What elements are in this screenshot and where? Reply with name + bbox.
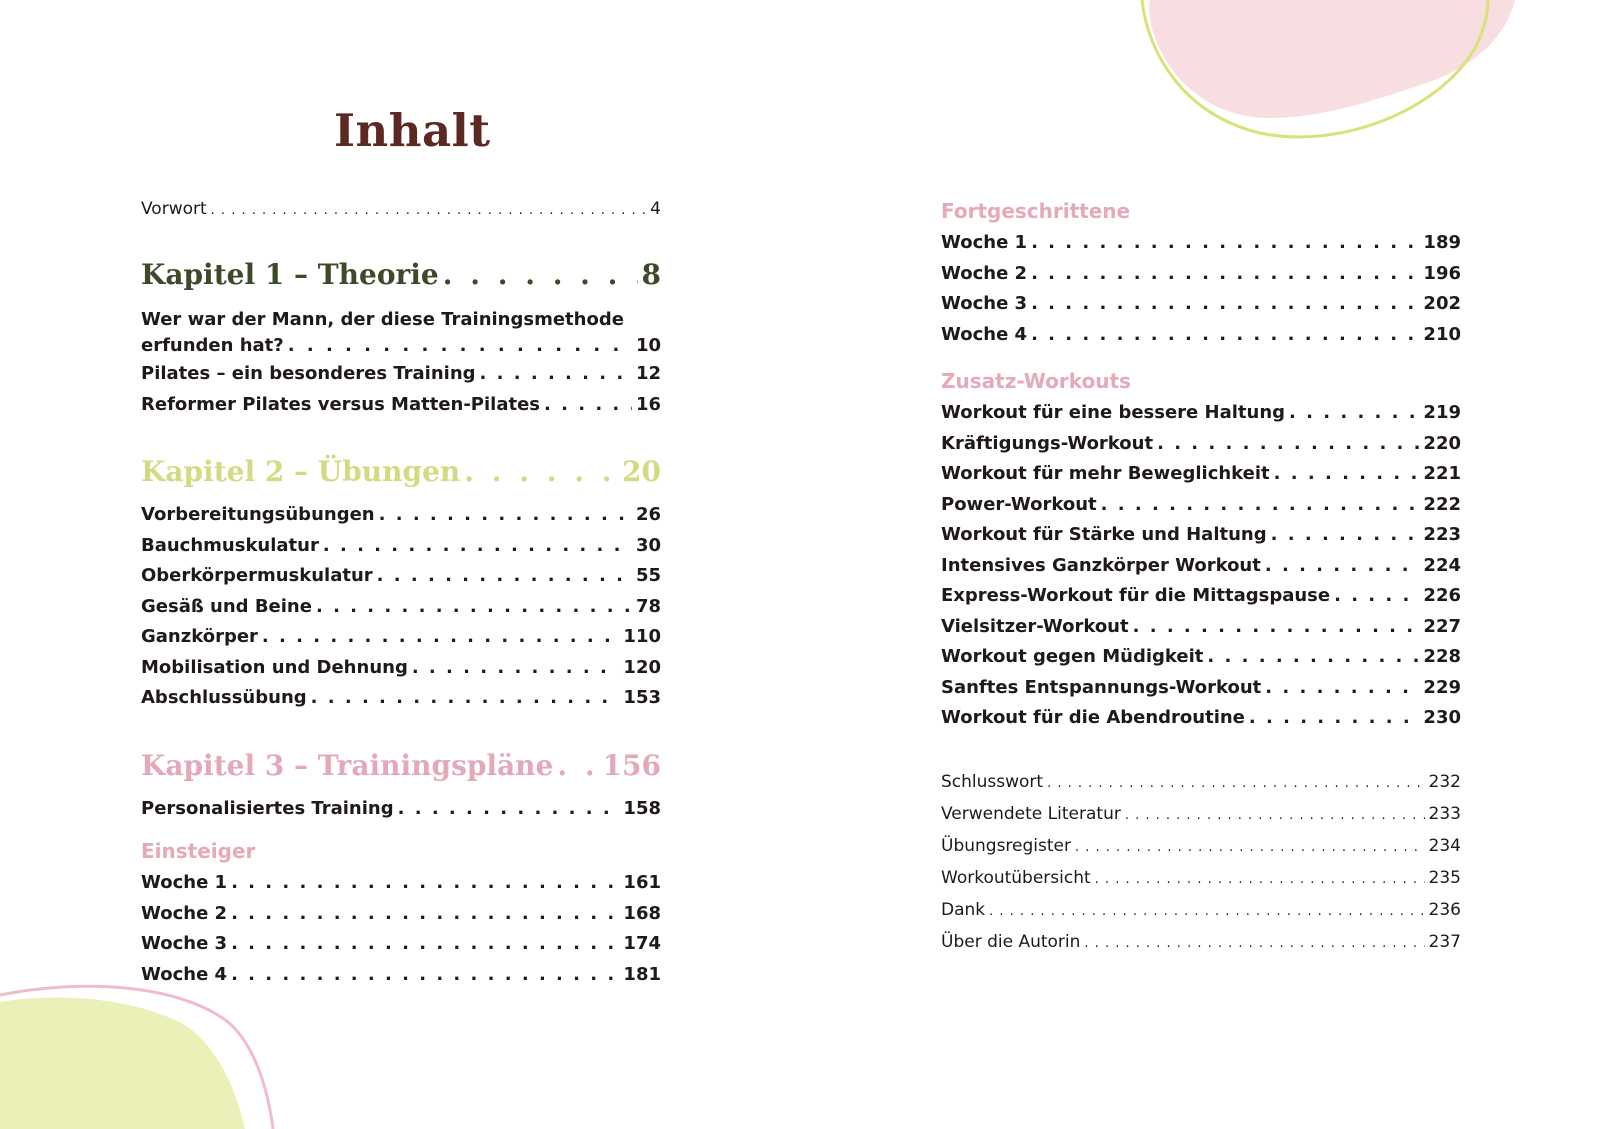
leader-dots	[989, 896, 1424, 928]
leader-dots	[1031, 289, 1419, 320]
toc-entry[interactable]: Woche 1 . . . 161	[141, 868, 661, 899]
toc-entry[interactable]: Workout gegen Müdigkeit . . . 228	[941, 642, 1461, 673]
leader-dots	[1249, 703, 1420, 734]
toc-entry-reformer-pilates[interactable]: Reformer Pilates versus Matten-Pilates . . . 16	[141, 390, 661, 421]
leader-dots	[443, 251, 638, 299]
toc-entry[interactable]: Workout für die Abendroutine . . . 230	[941, 703, 1461, 734]
leader-dots	[1031, 259, 1419, 290]
leader-dots	[557, 742, 598, 790]
toc-entry[interactable]: Power-Workout . . . 222	[941, 490, 1461, 521]
leader-dots	[231, 899, 619, 930]
toc-entry[interactable]: Abschlussübung . . . 153	[141, 683, 661, 714]
leader-dots	[262, 622, 620, 653]
leader-dots	[1334, 581, 1419, 612]
leader-dots	[1289, 398, 1419, 429]
leader-dots	[231, 960, 619, 991]
leader-dots	[377, 561, 632, 592]
page-title: Inhalt	[334, 104, 491, 157]
toc-entry-personalisiertes-training[interactable]: Personalisiertes Training . . . 158	[141, 794, 661, 825]
toc-entry[interactable]: Woche 3 . . . 174	[141, 929, 661, 960]
toc-entry-vorwort[interactable]: Vorwort . . . 4	[141, 193, 661, 225]
toc-entry[interactable]: Woche 3 . . . 202	[941, 289, 1461, 320]
toc-entry[interactable]: Workout für Stärke und Haltung . . . 223	[941, 520, 1461, 551]
leader-dots	[211, 195, 647, 227]
leader-dots	[1084, 928, 1424, 960]
toc-entry[interactable]: Kräftigungs-Workout . . . 220	[941, 429, 1461, 460]
toc-entry[interactable]: Woche 1 . . . 189	[941, 228, 1461, 259]
toc-entry[interactable]: Woche 2 . . . 168	[141, 899, 661, 930]
toc-entry-backmatter[interactable]: Dank . . . 236	[941, 894, 1461, 926]
subheading-zusatz-workouts: Zusatz-Workouts	[941, 369, 1131, 393]
toc-entry[interactable]: Oberkörpermuskulatur . . . 55	[141, 561, 661, 592]
chapter-2-heading[interactable]: Kapitel 2 – Übungen . . . 20	[141, 448, 661, 496]
leader-dots	[1265, 673, 1419, 704]
leader-dots	[480, 359, 632, 390]
toc-entry[interactable]: Ganzkörper . . . 110	[141, 622, 661, 653]
pink-blob-top-right	[1149, 0, 1515, 118]
toc-entry[interactable]: Woche 4 . . . 210	[941, 320, 1461, 351]
toc-entry[interactable]: Woche 2 . . . 196	[941, 259, 1461, 290]
leader-dots	[311, 683, 620, 714]
toc-right-column	[941, 194, 1461, 958]
leader-dots	[1075, 832, 1425, 864]
leader-dots	[1031, 320, 1419, 351]
leader-dots	[1101, 490, 1420, 521]
leader-dots	[379, 500, 632, 531]
leader-dots	[288, 333, 632, 359]
leader-dots	[544, 390, 632, 421]
leader-dots	[1157, 429, 1419, 460]
leader-dots	[1125, 800, 1425, 832]
leader-dots	[1031, 228, 1419, 259]
chapter-3-heading[interactable]: Kapitel 3 – Trainingspläne . . . 156	[141, 742, 661, 790]
leader-dots	[464, 448, 618, 496]
leader-dots	[1207, 642, 1419, 673]
toc-entry-trainingsmethode[interactable]: Wer war der Mann, der diese Trainingsmethode erfunden hat? . . . 10	[141, 307, 661, 359]
subheading-einsteiger: Einsteiger	[141, 839, 256, 863]
toc-entry-backmatter[interactable]: Schlusswort . . . 232	[941, 766, 1461, 798]
leader-dots	[1047, 768, 1424, 800]
toc-entry[interactable]: Gesäß und Beine . . . 78	[141, 592, 661, 623]
toc-entry[interactable]: Sanftes Entspannungs-Workout . . . 229	[941, 673, 1461, 704]
lime-blob-bottom-left	[0, 997, 245, 1129]
chapter-1-heading[interactable]: Kapitel 1 – Theorie . . . 8	[141, 251, 661, 299]
toc-entry[interactable]: Mobilisation und Dehnung . . . 120	[141, 653, 661, 684]
leader-dots	[1271, 520, 1420, 551]
leader-dots	[231, 868, 619, 899]
toc-entry-pilates-training[interactable]: Pilates – ein besonderes Training . . . 12	[141, 359, 661, 390]
leader-dots	[1265, 551, 1420, 582]
leader-dots	[231, 929, 619, 960]
toc-left-column	[141, 193, 661, 990]
leader-dots	[412, 653, 620, 684]
leader-dots	[316, 592, 632, 623]
toc-entry[interactable]: Workout für eine bessere Haltung . . . 219	[941, 398, 1461, 429]
toc-entry[interactable]: Intensives Ganzkörper Workout . . . 224	[941, 551, 1461, 582]
toc-entry-backmatter[interactable]: Übungsregister . . . 234	[941, 830, 1461, 862]
subheading-fortgeschrittene: Fortgeschrittene	[941, 199, 1131, 223]
toc-entry[interactable]: Bauchmuskulatur . . . 30	[141, 531, 661, 562]
toc-entry[interactable]: Express-Workout für die Mittagspause . . . 226	[941, 581, 1461, 612]
toc-entry-backmatter[interactable]: Workoutübersicht . . . 235	[941, 862, 1461, 894]
toc-entry-backmatter[interactable]: Verwendete Literatur . . . 233	[941, 798, 1461, 830]
toc-entry[interactable]: Workout für mehr Beweglichkeit . . . 221	[941, 459, 1461, 490]
leader-dots	[1133, 612, 1420, 643]
toc-entry-backmatter[interactable]: Über die Autorin . . . 237	[941, 926, 1461, 958]
leader-dots	[1274, 459, 1420, 490]
toc-entry[interactable]: Vorbereitungsübungen . . . 26	[141, 500, 661, 531]
leader-dots	[1095, 864, 1425, 896]
leader-dots	[398, 794, 620, 825]
toc-entry[interactable]: Vielsitzer-Workout . . . 227	[941, 612, 1461, 643]
leader-dots	[323, 531, 632, 562]
toc-entry[interactable]: Woche 4 . . . 181	[141, 960, 661, 991]
